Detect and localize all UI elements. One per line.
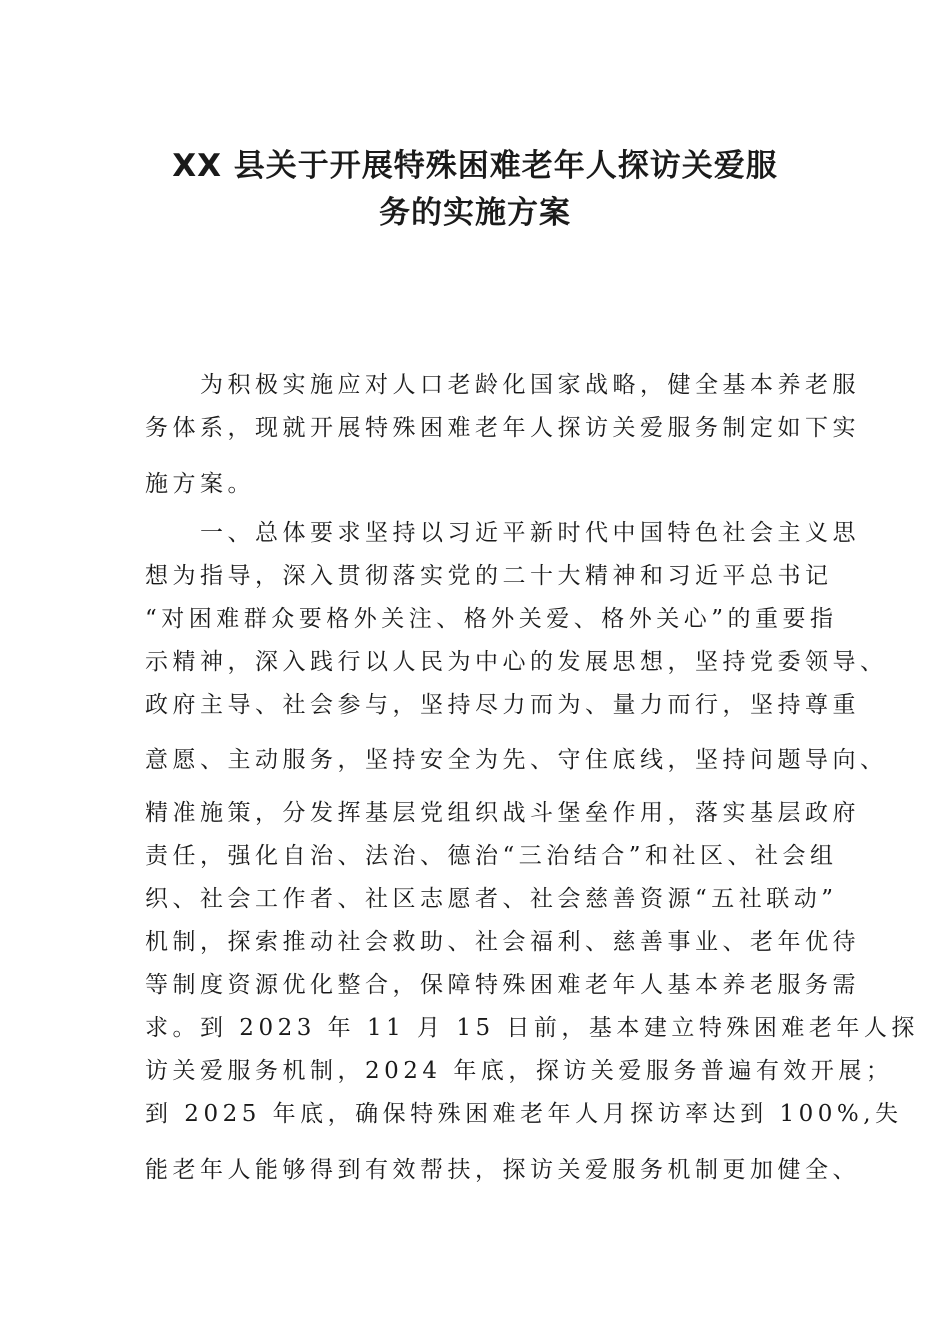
- paragraph-line: 机制，探索推动社会救助、社会福利、慈善事业、老年优待: [145, 929, 860, 955]
- document-title-line-1: XX 县关于开展特殊困难老年人探访关爱服: [172, 148, 778, 184]
- paragraph-line: 施方案。: [145, 471, 255, 497]
- paragraph-line: 务体系，现就开展特殊困难老年人探访关爱服务制定如下实: [145, 415, 860, 441]
- paragraph-line: 意愿、主动服务，坚持安全为先、守住底线，坚持问题导向、: [145, 747, 888, 773]
- paragraph-line: 想为指导，深入贯彻落实党的二十大精神和习近平总书记: [145, 563, 833, 589]
- paragraph-line: 精准施策，分发挥基层党组织战斗堡垒作用，落实基层政府: [145, 800, 860, 826]
- paragraph-line: 等制度资源优化整合，保障特殊困难老年人基本养老服务需: [145, 972, 860, 998]
- document-title-line-2: 务的实施方案: [379, 195, 571, 231]
- paragraph-line: “对困难群众要格外关注、格外关爱、格外关心”的重要指: [145, 606, 838, 632]
- paragraph-line: 责任，强化自治、法治、德治“三治结合”和社区、社会组: [145, 843, 838, 869]
- paragraph-line: 访关爱服务机制，2024 年底，探访关爱服务普遍有效开展；: [145, 1058, 894, 1084]
- paragraph-line: 一、总体要求坚持以习近平新时代中国特色社会主义思: [200, 520, 860, 546]
- paragraph-line: 织、社会工作者、社区志愿者、社会慈善资源“五社联动”: [145, 886, 838, 912]
- paragraph-line: 能老年人能够得到有效帮扶，探访关爱服务机制更加健全、: [145, 1157, 860, 1183]
- paragraph-line: 到 2025 年底，确保特殊困难老年人月探访率达到 100%,失: [145, 1101, 903, 1127]
- paragraph-line: 政府主导、社会参与，坚持尽力而为、量力而行，坚持尊重: [145, 692, 860, 718]
- paragraph-line: 求。到 2023 年 11 月 15 日前，基本建立特殊困难老年人探: [145, 1015, 919, 1041]
- paragraph-line: 为积极实施应对人口老龄化国家战略，健全基本养老服: [200, 372, 860, 398]
- paragraph-line: 示精神，深入践行以人民为中心的发展思想，坚持党委领导、: [145, 649, 888, 675]
